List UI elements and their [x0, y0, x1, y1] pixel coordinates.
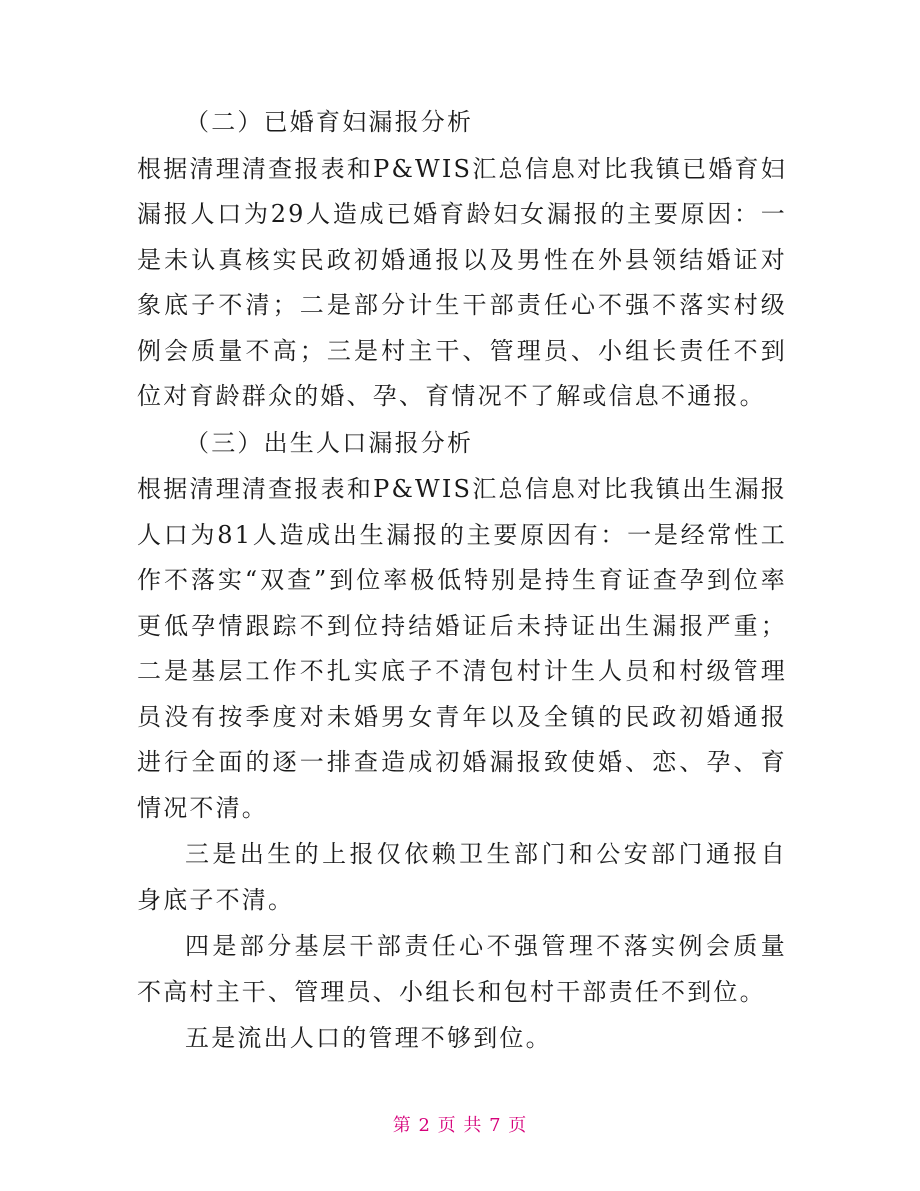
document-body — [137, 100, 787, 1063]
body-paragraph: 三是出生的上报仅依赖卫生部门和公安部门通报自身底子不清。 — [137, 840, 787, 914]
body-paragraph: 四是部分基层干部责任心不强管理不落实例会质量不高村主干、管理员、小组长和包村干部责任不到位。 — [137, 932, 787, 1006]
section-heading-3: （三）出生人口漏报分析 — [185, 428, 474, 457]
body-paragraph: 五是流出人口的管理不够到位。 — [185, 1024, 552, 1052]
body-paragraph: 根据清理清查报表和P&WIS汇总信息对比我镇已婚育妇漏报人口为29人造成已婚育龄妇女漏报的主要原因：一是未认真核实民政初婚通报以及男性在外县领结婚证对象底子不清；二是部分计生干部责任心不强不落实村级例会质量不高；三是村主干、管理员、小组长责任不到位对育龄群众的婚、孕、育情况不了解或信息不通报。 — [137, 154, 787, 410]
section-heading-2: （二）已婚育妇漏报分析 — [185, 108, 474, 136]
body-paragraph: 根据清理清查报表和P&WIS汇总信息对比我镇出生漏报人口为81人造成出生漏报的主要原因有：一是经常性工作不落实“双查”到位率极低特别是持生育证查孕到位率更低孕情跟踪不到位持结婚证后未持证出生漏报严重；二是基层工作不扎实底子不清包村计生人员和村级管理员没有按季度对未婚男女青年以及全镇的民政初婚通报进行全面的逐一排查造成初婚漏报致使婚、恋、孕、育情况不清。 — [137, 475, 787, 822]
page-number-footer: 第 2 页 共 7 页 — [392, 1115, 528, 1136]
